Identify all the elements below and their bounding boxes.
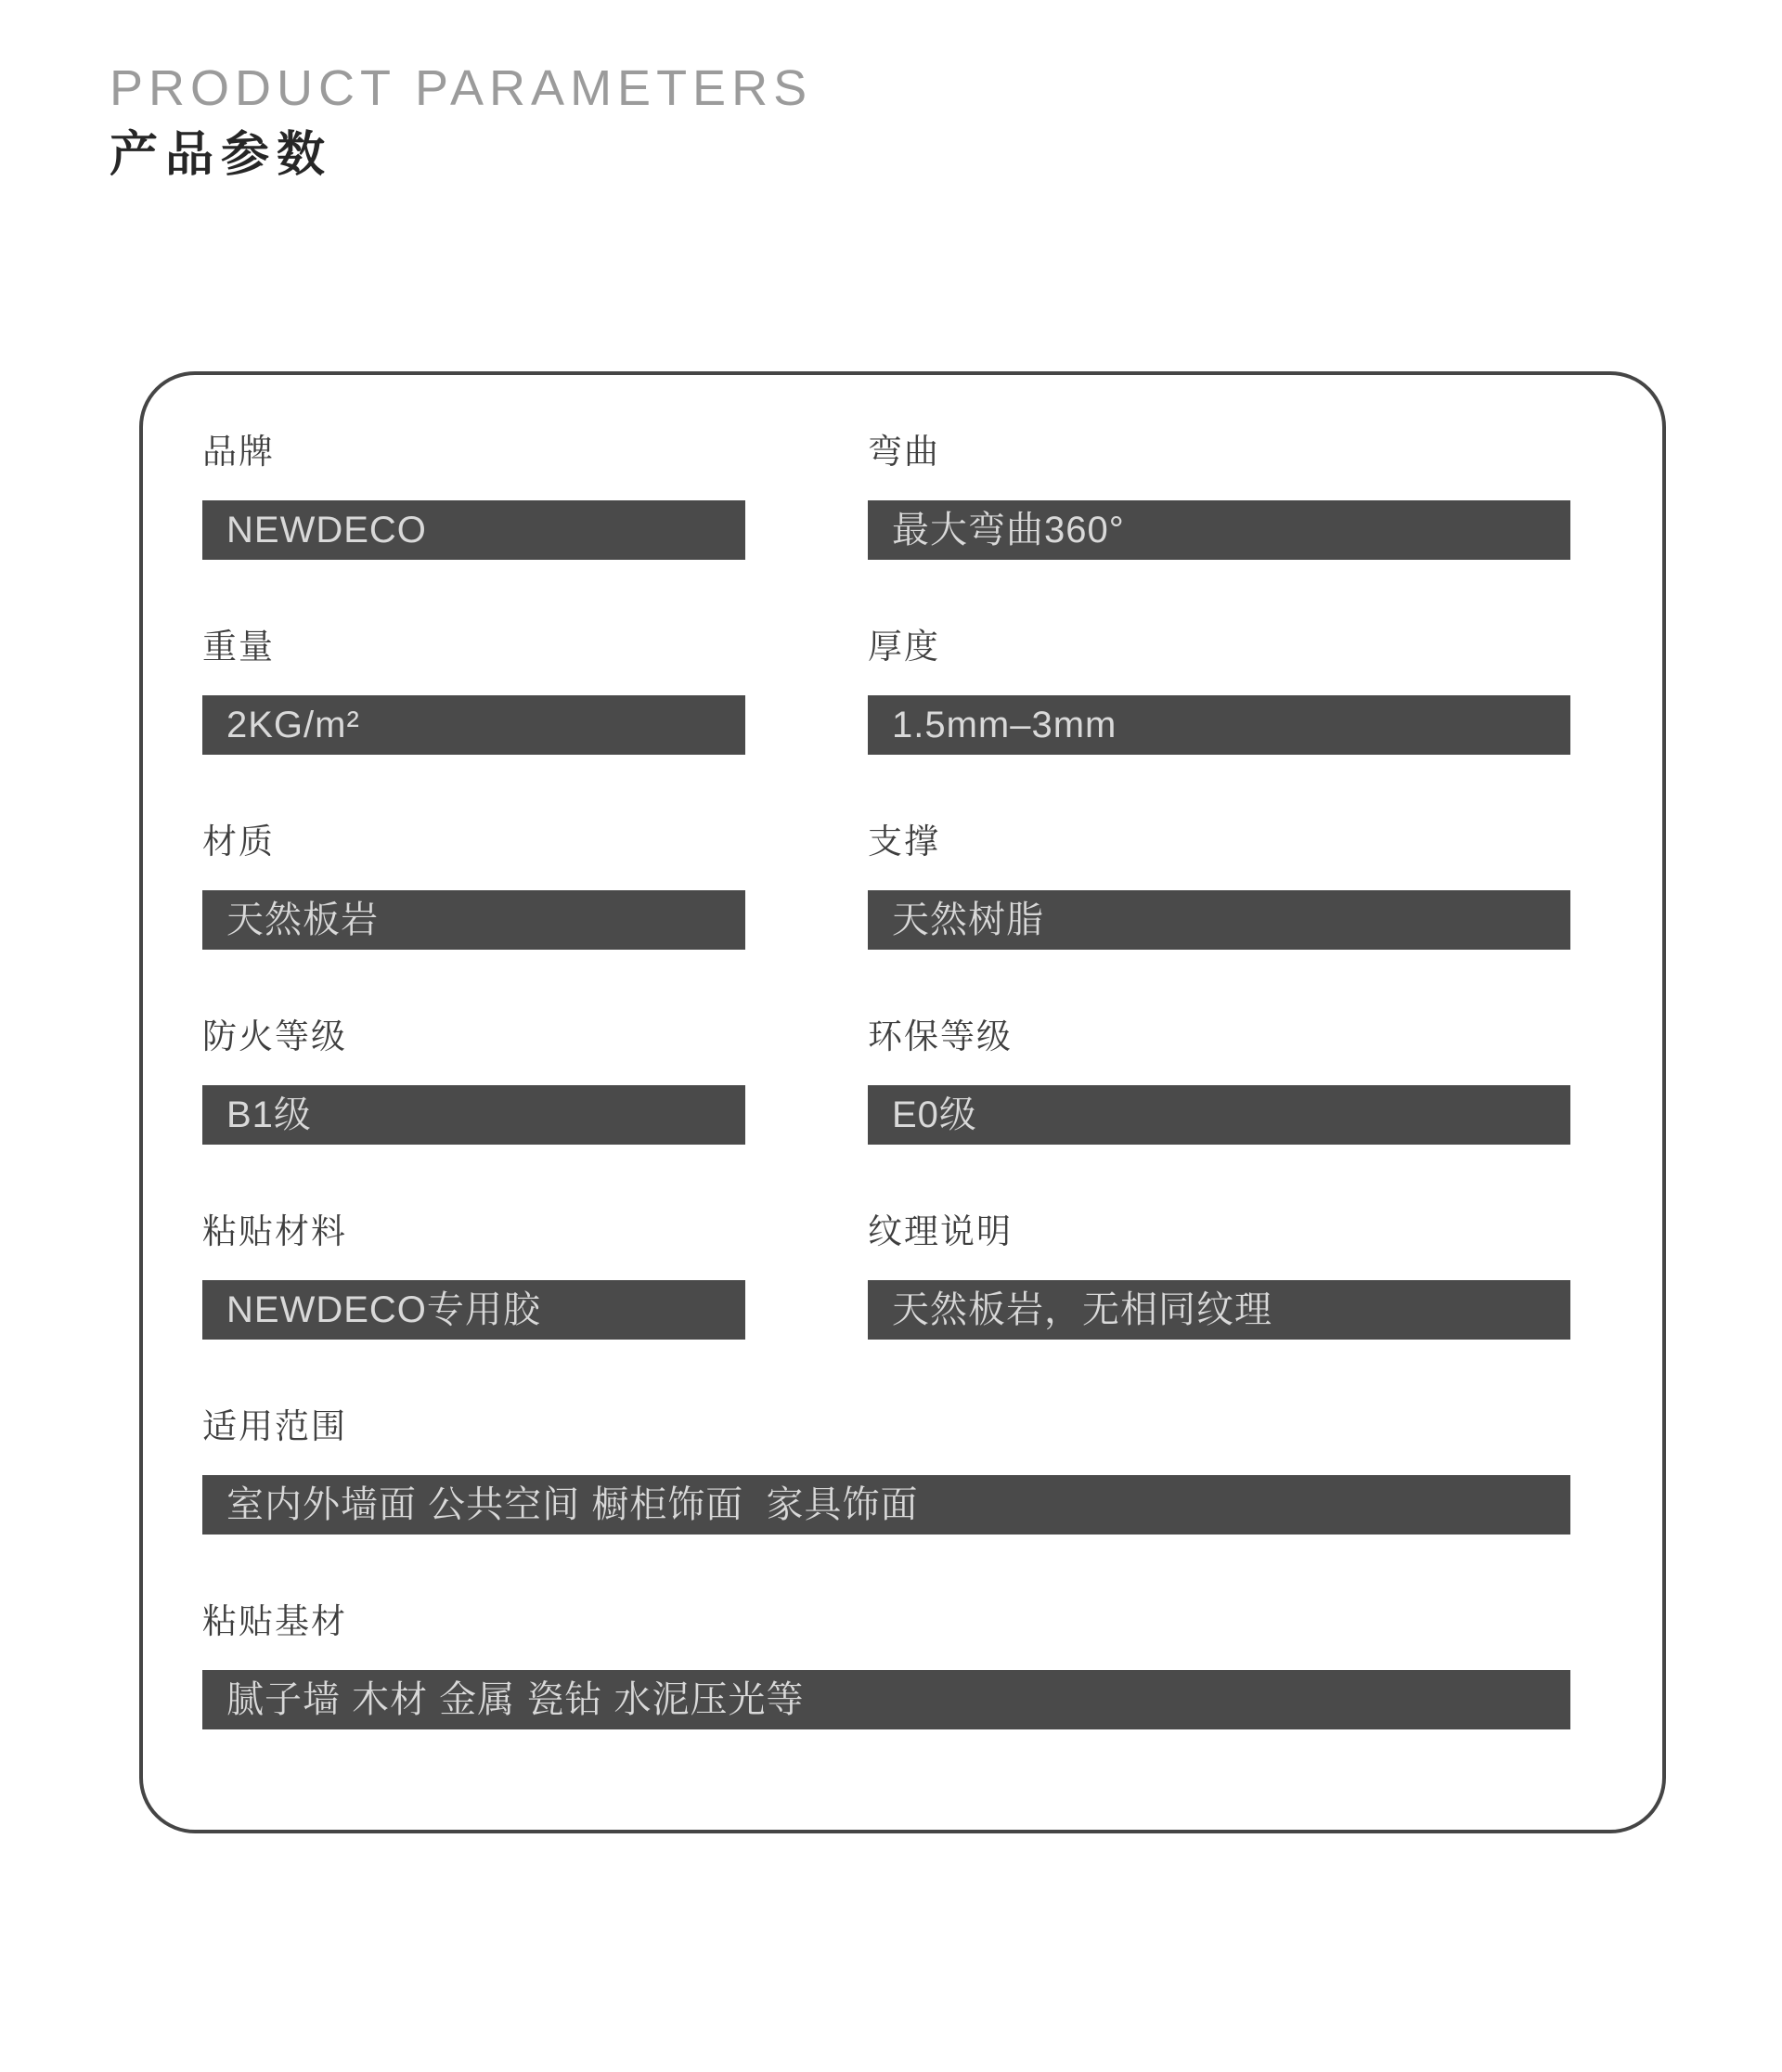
param-weight-value: 2KG/m² bbox=[202, 695, 745, 755]
param-brand bbox=[202, 433, 868, 560]
param-scope-value: 室内外墙面 公共空间 橱柜饰面 家具饰面 bbox=[202, 1475, 1570, 1535]
param-fire-rating-label: 防火等级 bbox=[202, 1017, 347, 1055]
param-scope-label: 适用范围 bbox=[202, 1407, 347, 1445]
param-brand-label: 品牌 bbox=[202, 433, 275, 471]
param-adhesive-value: NEWDECO专用胶 bbox=[202, 1280, 745, 1340]
param-thickness bbox=[868, 628, 1662, 755]
param-row-substrate bbox=[202, 1602, 1662, 1729]
param-eco-rating-label: 环保等级 bbox=[868, 1017, 1013, 1055]
param-bend bbox=[868, 433, 1662, 560]
parameters-panel bbox=[139, 371, 1666, 1833]
param-brand-value: NEWDECO bbox=[202, 500, 745, 560]
param-substrate-value: 腻子墙 木材 金属 瓷钻 水泥压光等 bbox=[202, 1670, 1570, 1729]
param-row-weight-thickness bbox=[202, 628, 1662, 755]
param-texture-note-value: 天然板岩，无相同纹理 bbox=[868, 1280, 1570, 1340]
param-bend-value: 最大弯曲360° bbox=[868, 500, 1570, 560]
param-weight bbox=[202, 628, 868, 755]
param-row-material-support bbox=[202, 822, 1662, 950]
param-thickness-label: 厚度 bbox=[868, 628, 940, 666]
param-substrate bbox=[202, 1602, 1570, 1729]
param-texture-note-label: 纹理说明 bbox=[868, 1212, 1013, 1250]
param-material bbox=[202, 822, 868, 950]
param-support-value: 天然树脂 bbox=[868, 890, 1570, 950]
param-row-brand-bend bbox=[202, 433, 1662, 560]
param-material-label: 材质 bbox=[202, 822, 275, 861]
param-adhesive-label: 粘贴材料 bbox=[202, 1212, 347, 1250]
param-material-value: 天然板岩 bbox=[202, 890, 745, 950]
page-title-english: PRODUCT PARAMETERS bbox=[110, 60, 813, 116]
param-bend-label: 弯曲 bbox=[868, 433, 940, 471]
param-weight-label: 重量 bbox=[202, 628, 275, 666]
param-fire-rating bbox=[202, 1017, 868, 1145]
param-support-label: 支撑 bbox=[868, 822, 940, 861]
page-title-chinese: 产品参数 bbox=[110, 128, 333, 183]
param-thickness-value: 1.5mm–3mm bbox=[868, 695, 1570, 755]
param-eco-rating bbox=[868, 1017, 1662, 1145]
param-texture-note bbox=[868, 1212, 1662, 1340]
param-fire-rating-value: B1级 bbox=[202, 1085, 745, 1145]
param-row-fire-eco bbox=[202, 1017, 1662, 1145]
param-row-adhesive-texture bbox=[202, 1212, 1662, 1340]
param-support bbox=[868, 822, 1662, 950]
param-eco-rating-value: E0级 bbox=[868, 1085, 1570, 1145]
page-header bbox=[110, 61, 812, 183]
param-substrate-label: 粘贴基材 bbox=[202, 1602, 347, 1640]
param-scope bbox=[202, 1407, 1570, 1535]
param-adhesive bbox=[202, 1212, 868, 1340]
param-row-scope bbox=[202, 1407, 1662, 1535]
